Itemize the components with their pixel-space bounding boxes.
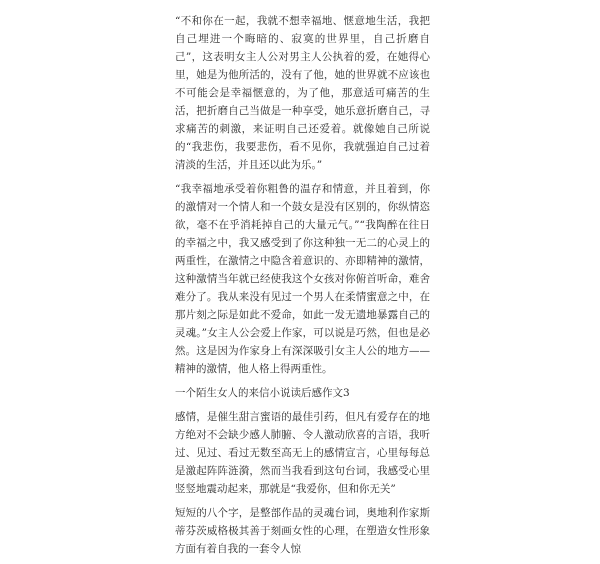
section-heading: 一个陌生女人的来信小说读后感作文3 [175, 387, 350, 399]
paragraph-3: 感情，是催生甜言蜜语的最佳引药，但凡有爱存在的地方绝对不会缺少感人肺腑、令人激动欣喜的言语，我听过、见过、看过无数至高无上的感情宣言，心里每每总是激起阵阵涟漪，然而当我看到这句台词，我感受心里竖竖地震动起来，那就是“我爱你，但和你无关” [175, 411, 430, 495]
paragraph-1: “不和你在一起，我就不想幸福地、惬意地生活，我把自己埋进一个晦暗的、寂寞的世界里，自己折磨自己”，这表明女主人公对男主人公执着的爱，在她得心里，她是为他所活的，没有了他，她的世界就不应该也不可能会是幸福惬意的，为了他，那意适可痛苦的生活，把折磨自己当做是一种享受，她乐意折磨自己，寻求痛苦的刺激，来证明自己还爱着。就像她自己所说的“我悲伤，我要悲伤，看不见你，我就强迫自己过着清淡的生活，并且还以此为乐。” [175, 15, 430, 171]
document-page [175, 12, 430, 564]
paragraph-4: 短短的八个字，是整部作品的灵魂台词，奥地利作家斯蒂芬茨威格极其善于刻画女性的心理，在塑造女性形象方面有着自我的一套令人惊 [175, 507, 430, 555]
paragraph-2: “我幸福地承受着你粗鲁的温存和情意，并且着到，你的激情对一个情人和一个鼓女是没有区别的，你纵情恣欲，毫不在乎消耗掉自己的大量元气。”“我陶醉在往日的幸福之中，我又感受到了你这种独一无二的心灵上的两重性，在激情之中隐含着意识的、亦即精神的激情，这种激情当年就已经使我这个女孩对你俯首听命，难舍难分了。我从来没有见过一个男人在柔情蜜意之中，在那片刻之际是如此不爱命，如此一发无遗地暴露自己的灵魂。”女主人公会爱上作家，可以说是巧然，但也是必然。这是因为作家身上有深深吸引女主人公的地方——精神的激情，他人格上得两重性。 [175, 183, 430, 375]
